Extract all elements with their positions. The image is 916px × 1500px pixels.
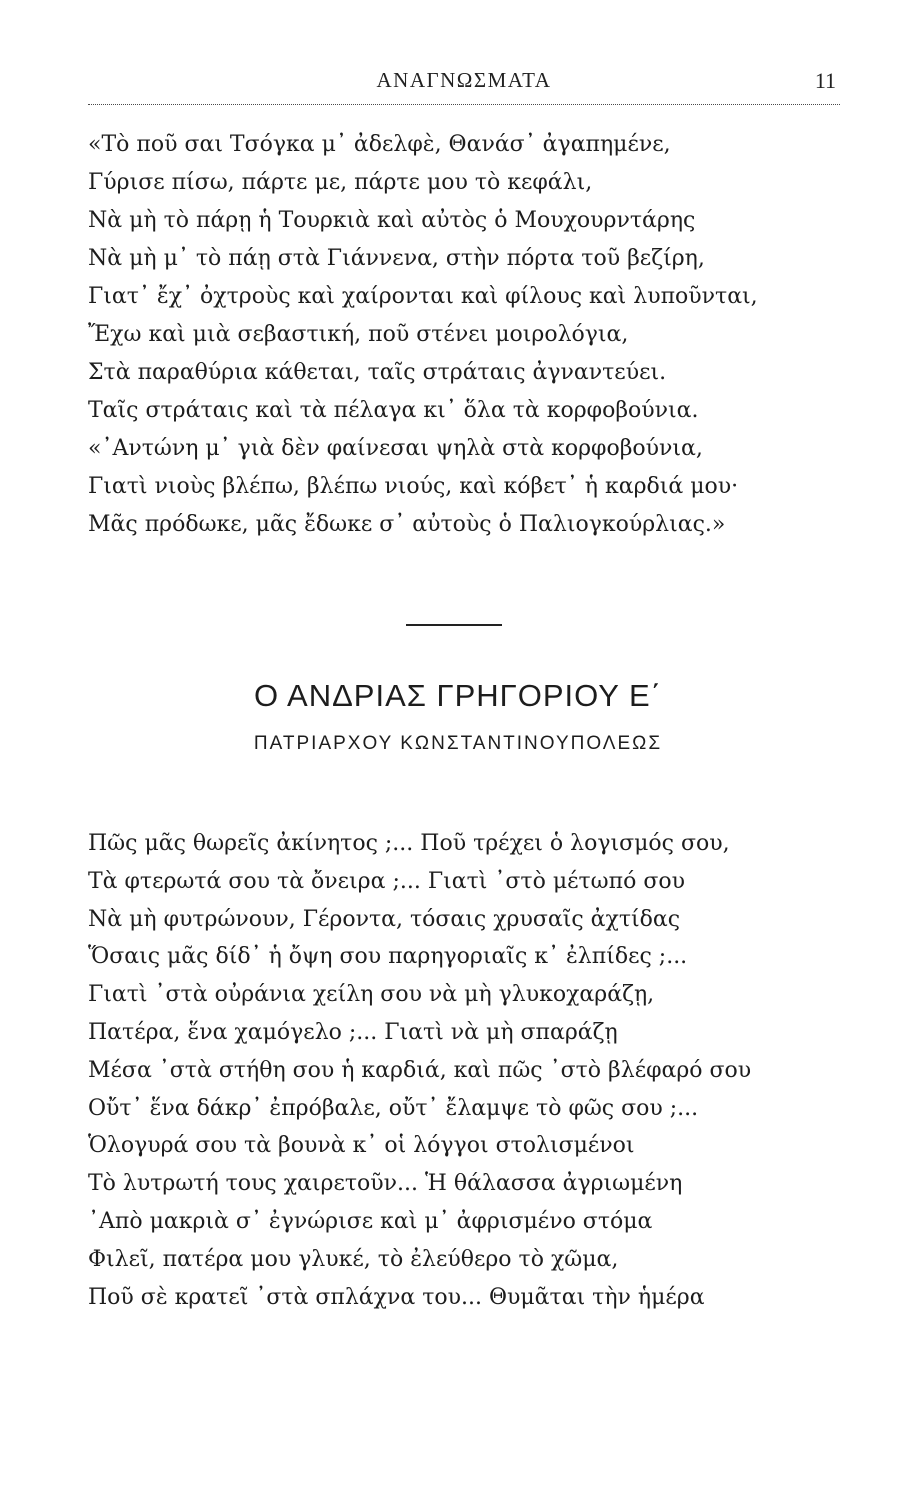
verse-line: Μέσα ᾽στὰ στήθη σου ἡ καρδιά, καὶ πῶς ᾽στὸ βλέφαρό σου bbox=[88, 1057, 752, 1083]
section-separator bbox=[406, 624, 502, 626]
verse-line: Τὰ φτερωτά σου τὰ ὄνειρα ;... Γιατὶ ᾽στὸ μέτωπό σου bbox=[88, 868, 685, 894]
poem-title: Ο ΑΝΔΡΙΑΣ ΓΡΗΓΟΡΙΟΥ Ε΄ bbox=[254, 678, 662, 713]
verse-line: Πατέρα, ἕνα χαμόγελο ;... Γιατὶ νὰ μὴ σπαράζῃ bbox=[88, 1019, 618, 1045]
verse-line: Νὰ μὴ φυτρώνουν, Γέροντα, τόσαις χρυσαῖς ἀχτίδας bbox=[88, 906, 681, 932]
verse-line: Γύρισε πίσω, πάρτε με, πάρτε μου τὸ κεφάλι, bbox=[88, 170, 593, 195]
verse-line: Φιλεῖ, πατέρα μου γλυκέ, τὸ ἐλεύθερο τὸ χῶμα, bbox=[88, 1246, 619, 1272]
poem-stanza-top bbox=[88, 126, 848, 544]
verse-line: Νὰ μὴ τὸ πάρῃ ἡ Τουρκιὰ καὶ αὐτὸς ὁ Μουχουρντάρης bbox=[88, 208, 696, 233]
verse-line: Τὸ λυτρωτή τους χαιρετοῦν... Ἡ θάλασσα ἀγριωμένη bbox=[88, 1171, 683, 1197]
verse-line: Μᾶς πρόδωκε, μᾶς ἔδωκε σ᾽ αὐτοὺς ὁ Παλιογκούρλιας.» bbox=[88, 512, 726, 537]
verse-line: Γιατὶ νιοὺς βλέπω, βλέπω νιούς, καὶ κόβετ᾽ ἡ καρδιά μου· bbox=[88, 474, 739, 499]
verse-line: «Τὸ ποῦ σαι Τσόγκα μ᾽ ἀδελφὲ, Θανάσ᾽ ἀγαπημένε, bbox=[88, 132, 671, 157]
verse-line: Ὅσαις μᾶς δίδ᾽ ἡ ὄψη σου παρηγοριαῖς κ᾽ ἐλπίδες ;... bbox=[88, 944, 688, 970]
header-rule bbox=[88, 104, 840, 105]
verse-line: ᾽Απὸ μακριὰ σ᾽ ἐγνώρισε καὶ μ᾽ ἀφρισμένο στόμα bbox=[88, 1208, 653, 1234]
verse-line: Ἔχω καὶ μιὰ σεβαστική, ποῦ στένει μοιρολόγια, bbox=[88, 322, 629, 347]
verse-line: Γιατὶ ᾽στὰ οὐράνια χείλη σου νὰ μὴ γλυκοχαράζῃ, bbox=[88, 982, 655, 1008]
verse-line: Ταῖς στράταις καὶ τὰ πέλαγα κι᾽ ὅλα τὰ κορφοβούνια. bbox=[88, 398, 699, 423]
verse-line: Νὰ μὴ μ᾽ τὸ πάῃ στὰ Γιάννενα, στὴν πόρτα τοῦ βεζίρη, bbox=[88, 246, 705, 271]
verse-line: Πῶς μᾶς θωρεῖς ἀκίνητος ;... Ποῦ τρέχει ὁ λογισμός σου, bbox=[88, 831, 730, 856]
running-head bbox=[88, 64, 840, 104]
poem-stanza-bottom bbox=[88, 825, 848, 1316]
verse-line: «᾽Αντώνη μ᾽ γιὰ δὲν φαίνεσαι ψηλὰ στὰ κορφοβούνια, bbox=[88, 436, 703, 461]
verse-line: Γιατ᾽ ἔχ᾽ ὀχτροὺς καὶ χαίρονται καὶ φίλους καὶ λυποῦνται, bbox=[88, 284, 758, 309]
verse-line: Οὔτ᾽ ἕνα δάκρ᾽ ἐπρόβαλε, οὔτ᾽ ἔλαμψε τὸ φῶς σου ;... bbox=[88, 1095, 699, 1121]
running-title: ΑΝΑΓΝΩΣΜΑΤΑ bbox=[376, 68, 552, 92]
page-number: 11 bbox=[814, 68, 836, 93]
poem-subtitle: ΠΑΤΡΙΑΡΧΟΥ ΚΩΝΣΤΑΝΤΙΝΟΥΠΟΛΕΩΣ bbox=[253, 733, 663, 754]
verse-line: Ὁλογυρά σου τὰ βουνὰ κ᾽ οἱ λόγγοι στολισμένοι bbox=[88, 1133, 635, 1159]
verse-line: Ποῦ σὲ κρατεῖ ᾽στὰ σπλάχνα του... Θυμᾶται τὴν ἡμέρα bbox=[88, 1284, 705, 1310]
verse-line: Στὰ παραθύρια κάθεται, ταῖς στράταις ἀγναντεύει. bbox=[88, 360, 667, 385]
